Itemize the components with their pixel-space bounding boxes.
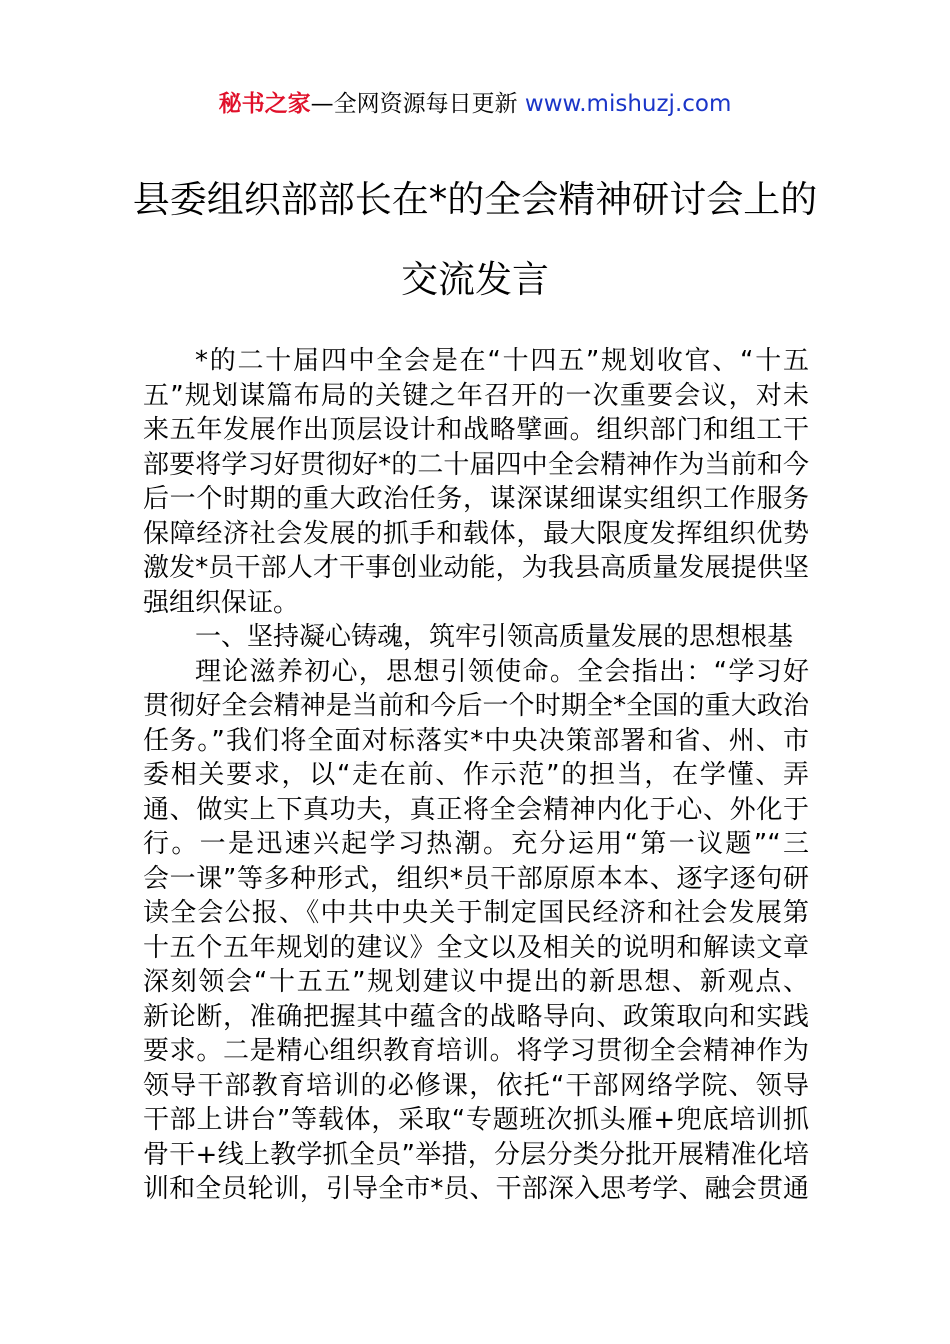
site-slogan: —全网资源每日更新 bbox=[310, 91, 525, 117]
site-url-link[interactable]: www.mishuzj.com bbox=[524, 91, 732, 117]
paragraph-line: 任务。”我们将全面对标落实*中央决策部署和省、州、市 bbox=[143, 725, 809, 756]
paragraph-line: 理论滋养初心，思想引领使命。全会指出：“学习好 bbox=[195, 656, 809, 687]
paragraph-line: 行。一是迅速兴起学习热潮。充分运用“第一议题”“三 bbox=[143, 829, 809, 859]
paragraph-line: 来五年发展作出顶层设计和战略擘画。组织部门和组工干 bbox=[143, 415, 809, 445]
paragraph-line: 干部上讲台”等载体，采取“专题班次抓头雁+兜底培训抓 bbox=[143, 1105, 809, 1135]
paragraph-line: 读全会公报、《中共中央关于制定国民经济和社会发展第 bbox=[143, 898, 809, 928]
paragraph-line: 激发*员干部人才干事创业动能，为我县高质量发展提供坚 bbox=[143, 553, 809, 583]
paragraph-line: 强组织保证。 bbox=[143, 587, 300, 618]
paragraph-line: 十五个五年规划的建议》全文以及相关的说明和解读文章 bbox=[143, 932, 809, 963]
paragraph-line: 骨干+线上教学抓全员”举措，分层分类分批开展精准化培 bbox=[143, 1139, 809, 1170]
paragraph-line: 训和全员轮训，引导全市*员、干部深入思考学、融会贯通 bbox=[143, 1174, 809, 1204]
paragraph-line: 领导干部教育培训的必修课，依托“干部网络学院、领导 bbox=[143, 1070, 809, 1101]
paragraph-line: 委相关要求，以“走在前、作示范”的担当，在学懂、弄 bbox=[143, 760, 809, 790]
title-line-1: 县委组织部部长在*的全会精神研讨会上的 bbox=[132, 178, 818, 221]
site-header bbox=[0, 86, 950, 122]
site-brand: 秘书之家 bbox=[218, 91, 311, 117]
paragraph-line: 通、做实上下真功夫，真正将全会精神内化于心、外化于 bbox=[143, 794, 809, 825]
paragraph-line: 要求。二是精心组织教育培训。将学习贯彻全会精神作为 bbox=[143, 1036, 809, 1066]
paragraph-line: 保障经济社会发展的抓手和载体，最大限度发挥组织优势 bbox=[143, 518, 809, 549]
paragraph-line: 后一个时期的重大政治任务，谋深谋细谋实组织工作服务 bbox=[143, 484, 809, 514]
paragraph-line: 部要将学习好贯彻好*的二十届四中全会精神作为当前和今 bbox=[143, 449, 809, 480]
paragraph-line: 深刻领会“十五五”规划建议中提出的新思想、新观点、 bbox=[143, 967, 809, 997]
paragraph-line: *的二十届四中全会是在“十四五”规划收官、“十五 bbox=[195, 346, 809, 376]
paragraph-line: 贯彻好全会精神是当前和今后一个时期全*全国的重大政治 bbox=[143, 691, 809, 721]
paragraph-line: 新论断，准确把握其中蕴含的战略导向、政策取向和实践 bbox=[143, 1001, 809, 1032]
document-title bbox=[0, 160, 950, 320]
paragraph-line: 会一课”等多种形式，组织*员干部原原本本、逐字逐句研 bbox=[143, 863, 809, 894]
document-body bbox=[143, 344, 809, 1207]
section-heading: 一、坚持凝心铸魂，筑牢引领高质量发展的思想根基 bbox=[195, 622, 794, 652]
paragraph-line: 五”规划谋篇布局的关键之年召开的一次重要会议，对未 bbox=[143, 380, 809, 411]
title-line-2: 交流发言 bbox=[401, 258, 549, 301]
